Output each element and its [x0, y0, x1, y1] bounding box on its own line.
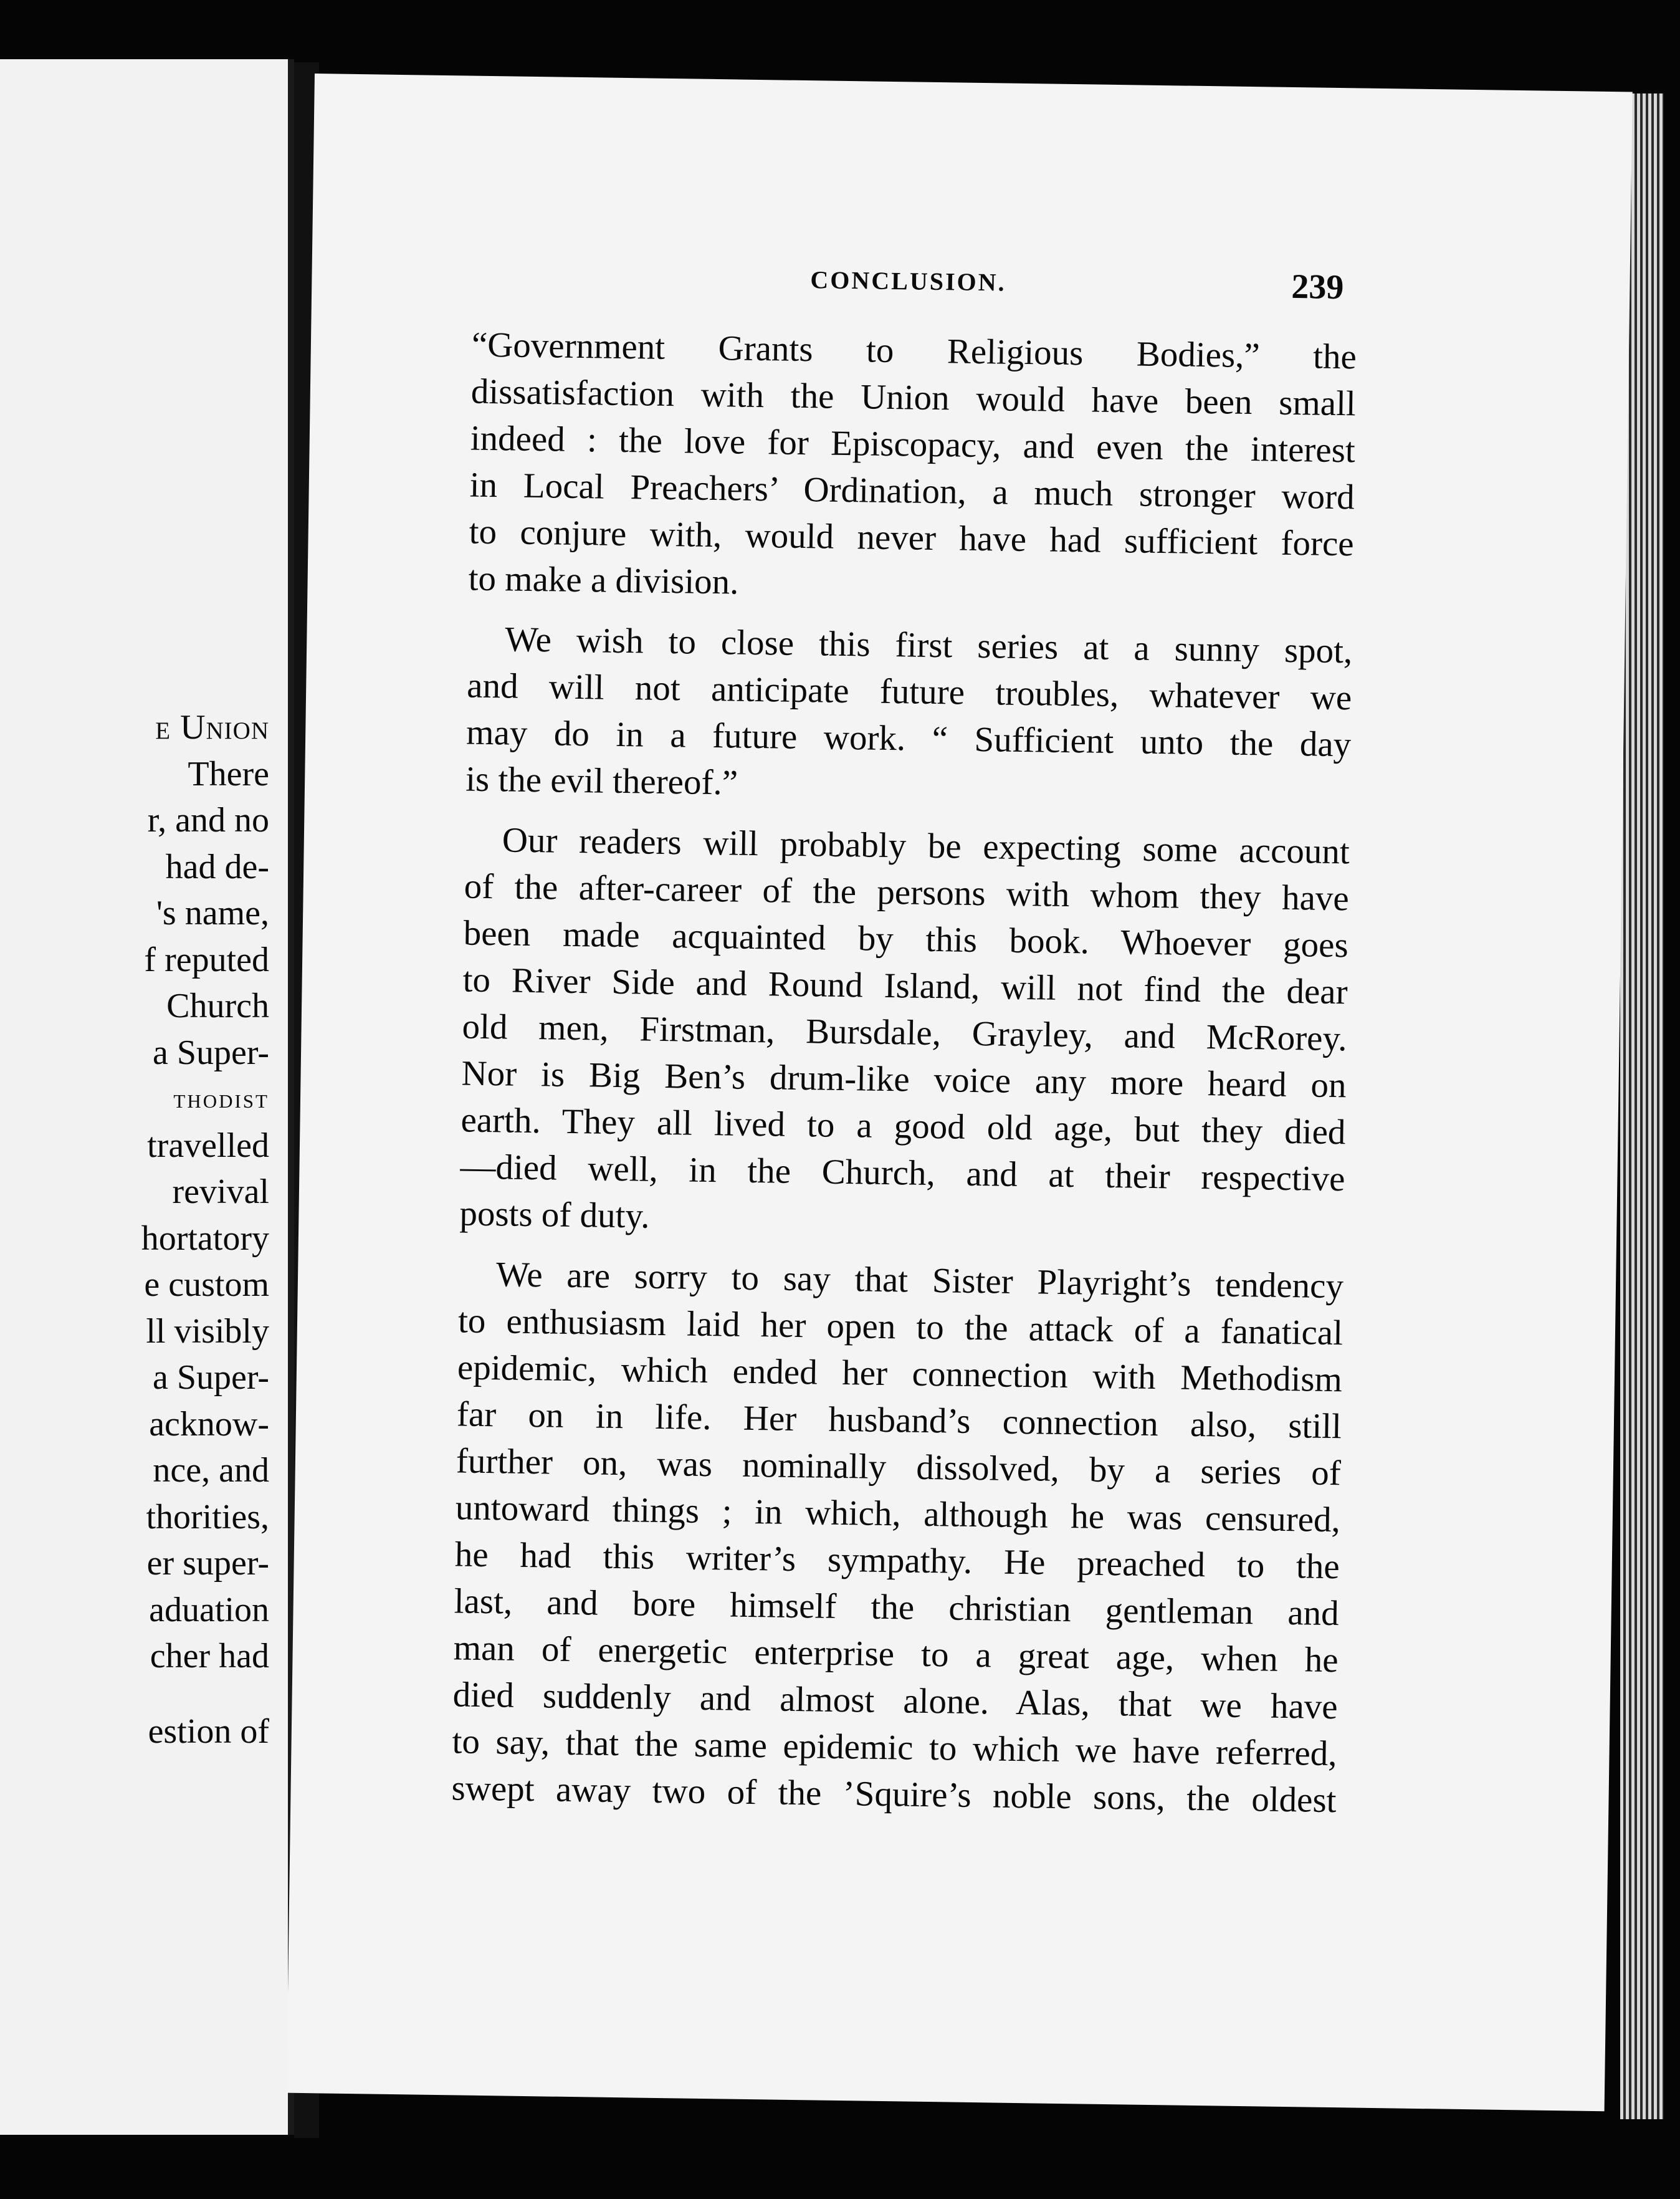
- left-line: revival: [172, 1172, 269, 1211]
- text-line: “Government Grants to Religious Bodies,” the: [471, 325, 1357, 377]
- text-line: We wish to close this first series at a sunny spot,: [504, 620, 1353, 671]
- text-line: to enthusiasm laid her open to the attack of a fanatical: [457, 1301, 1344, 1353]
- text-line: indeed : the love for Episcopacy, and even the interest: [470, 418, 1356, 471]
- paragraph: [459, 816, 1350, 1249]
- text-line: of the after-career of the persons with whom they have: [464, 866, 1350, 919]
- text-line: further on, was nominally dissolved, by a series of: [456, 1441, 1342, 1493]
- left-line: 's name,: [156, 894, 269, 932]
- text-line: is the evil thereof.”: [465, 759, 738, 803]
- left-line: travelled: [147, 1126, 269, 1165]
- text-line: dissatisfaction with the Union would have been small: [470, 371, 1357, 424]
- text-line: far on in life. Her husband’s connection also, still: [456, 1394, 1342, 1447]
- left-line: Church: [166, 987, 269, 1025]
- text-line: in Local Preachers’ Ordination, a much stronger word: [469, 465, 1355, 517]
- body-text: [451, 322, 1357, 1838]
- paragraph: [465, 616, 1353, 815]
- text-line: untoward things ; in which, although he was censured,: [455, 1488, 1341, 1540]
- text-line: been made acquainted by this book. Whoever goes: [463, 913, 1349, 965]
- text-line: to say, that the same epidemic to which we have referred,: [452, 1722, 1337, 1774]
- left-line: f reputed: [144, 940, 269, 979]
- text-line: old men, Firstman, Bursdale, Grayley, and McRorey.: [462, 1007, 1347, 1059]
- left-line: cher had: [150, 1637, 269, 1675]
- text-line: earth. They all lived to a good old age, but they died: [461, 1100, 1346, 1152]
- running-head: [312, 258, 1630, 314]
- left-line: hortatory: [141, 1219, 269, 1258]
- text-line: to River Side and Round Island, will not find the dear: [462, 960, 1348, 1012]
- text-line: posts of duty.: [459, 1194, 650, 1236]
- left-line: thorities,: [146, 1497, 269, 1536]
- left-page-text: [7, 704, 269, 1755]
- text-line: man of energetic enterprise to a great age, when he: [453, 1628, 1339, 1680]
- left-line: a Super-: [152, 1033, 269, 1072]
- left-line: acknow-: [149, 1404, 269, 1444]
- text-line: and will not anticipate future troubles, whatever we: [466, 666, 1352, 718]
- left-line: estion of: [148, 1712, 269, 1751]
- left-line: e custom: [144, 1265, 269, 1304]
- text-line: may do in a future work. “ Sufficient unto the day: [465, 712, 1352, 765]
- left-line: a Super-: [152, 1358, 269, 1397]
- text-line: Nor is Big Ben’s drum-like voice any more heard on: [461, 1053, 1347, 1106]
- text-line: —died well, in the Church, and at their respective: [460, 1147, 1345, 1199]
- text-line: he had this writer’s sympathy. He preached to the: [454, 1535, 1340, 1587]
- text-line: died suddenly and almost alone. Alas, that we have: [452, 1675, 1339, 1727]
- left-line: er super-: [146, 1544, 269, 1583]
- left-line: thodist: [173, 1083, 269, 1114]
- text-line: Our readers will probably be expecting some account: [502, 820, 1350, 872]
- text-line: last, and bore himself the christian gentleman and: [454, 1581, 1340, 1634]
- left-line: ll visibly: [146, 1311, 269, 1351]
- left-line: r, and no: [147, 801, 269, 840]
- paragraph: [451, 1250, 1344, 1824]
- left-page: [0, 59, 294, 2135]
- page-number: 239: [1291, 267, 1344, 307]
- left-line: had de-: [165, 847, 269, 886]
- text-line: We are sorry to say that Sister Playright’s tendency: [495, 1255, 1344, 1306]
- left-line: aduation: [149, 1590, 269, 1629]
- text-line: to make a division.: [468, 558, 739, 602]
- paragraph: [468, 322, 1357, 615]
- right-page: [287, 74, 1633, 2111]
- left-line: There: [188, 754, 269, 793]
- text-line: swept away two of the ’Squire’s noble sons, the oldest: [451, 1768, 1337, 1821]
- text-line: to conjure with, would never have had sufficient force: [469, 512, 1355, 564]
- left-line: nce, and: [153, 1451, 269, 1490]
- running-title: CONCLUSION.: [810, 266, 1006, 297]
- left-line: e Union: [155, 708, 269, 747]
- text-line: epidemic, which ended her connection with Methodism: [457, 1348, 1343, 1400]
